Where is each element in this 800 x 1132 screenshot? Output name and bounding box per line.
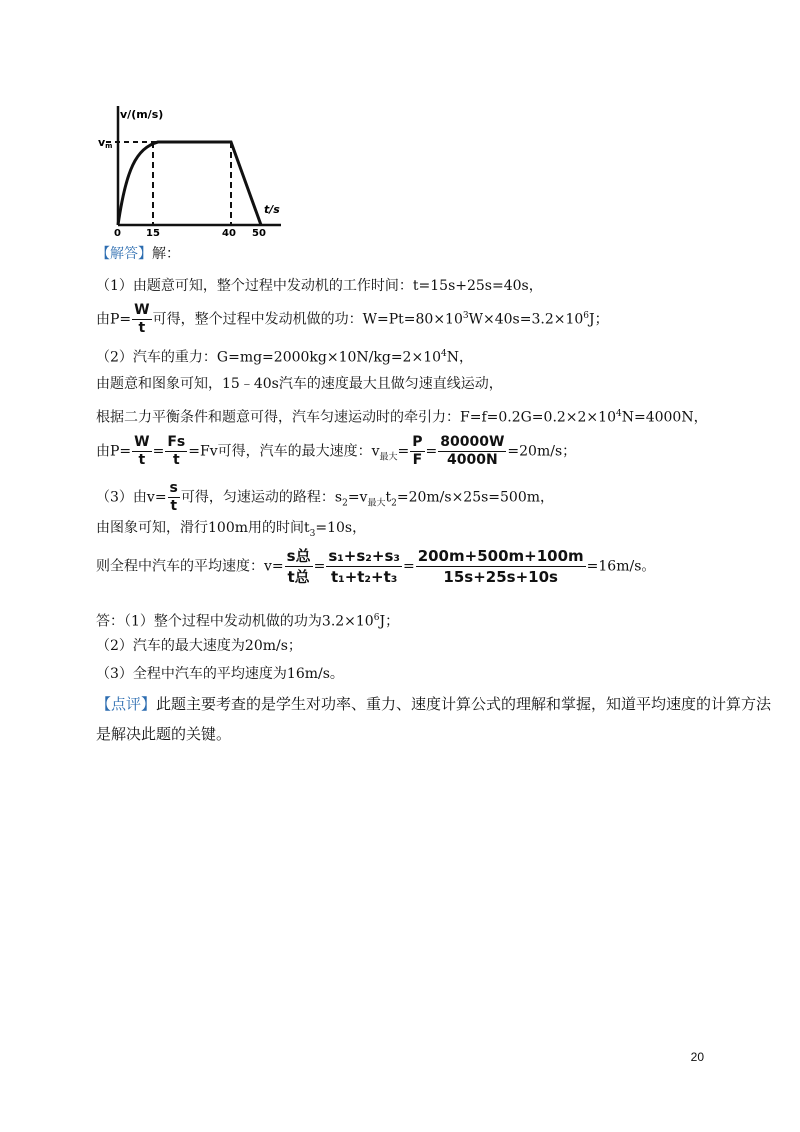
answer-line-3: （3）全程中汽车的平均速度为16m/s。	[96, 666, 344, 682]
solution-line-1: （1）由题意可知，整个过程中发动机的工作时间：t=15s+25s=40s，	[96, 278, 543, 294]
solution-line-7: （3）由v= $\frac{s}{t}$ 可得，匀速运动的路程：$s_2=v_{最大}t_2=20m/s\times 25s=500m$，	[96, 480, 555, 514]
graph-tick-50: 50	[252, 228, 266, 238]
page-number: 20	[690, 1050, 704, 1064]
velocity-time-graph	[96, 100, 286, 238]
solution-line-2: 由P= $\frac{W}{t}$ 可得，整个过程中发动机做的功：$W=Pt=80\times 10^3W\times 40s=3.2\times 10^6J$；	[96, 302, 609, 336]
comment-line-2: 是解决此题的关键。	[96, 725, 232, 743]
graph-xlabel: t/s	[264, 203, 280, 216]
solution-line-6: 由P= $\frac{W}{t}$ = $\frac{Fs}{t}$ =Fv可得，汽车的最大速度：$v_{最大}=$ $\frac{P}{F}$ = $\frac{80000W}{4000N}$ =20m/s；	[96, 434, 577, 468]
graph-tick-15: 15	[146, 228, 160, 238]
answer-tag: 【解答】	[96, 246, 152, 262]
solution-line-5: 根据二力平衡条件和题意可得，汽车匀速运动时的牵引力：$F=f=0.2G=0.2\times 2\times 10^4N=4000N$，	[96, 409, 708, 426]
solution-line-8: 由图象可知，滑行100m用的时间$t_3=10s$，	[96, 520, 367, 539]
graph-ylabel: v/(m/s)	[120, 108, 164, 121]
answer-line-2: （2）汽车的最大速度为20m/s；	[96, 638, 302, 654]
comment-line-1: 【点评】此题主要考查的是学生对功率、重力、速度计算公式的理解和掌握，知道平均速度的计算方法	[96, 695, 772, 713]
solution-line-3: （2）汽车的重力：$G=mg=2000kg\times 10N/kg=2\times 10^4N$，	[96, 349, 473, 366]
answer-heading	[96, 244, 180, 264]
graph-tick-0: 0	[114, 228, 121, 238]
answer-line-1: 答：（1）整个过程中发动机做的功为$3.2\times 10^6J$；	[96, 613, 400, 630]
solution-line-9: 则全程中汽车的平均速度：v= $\frac{\text{s总}}{\text{t总}}$ = $\frac{\text{s₁+s₂+s₃}}{\text{t₁+t₂+t₃}}$ = $\frac{200m+500m+100m}{15s+25s+10s}$ =16m/s。	[96, 547, 656, 586]
comment-tag: 【点评】	[96, 695, 157, 713]
answer-suffix: 解：	[152, 246, 180, 262]
graph-tick-40: 40	[222, 228, 236, 238]
graph-vmax-label: vm	[98, 136, 113, 150]
solution-line-4: 由题意和图象可知，15﹣40s汽车的速度最大且做匀速直线运动，	[96, 376, 503, 392]
